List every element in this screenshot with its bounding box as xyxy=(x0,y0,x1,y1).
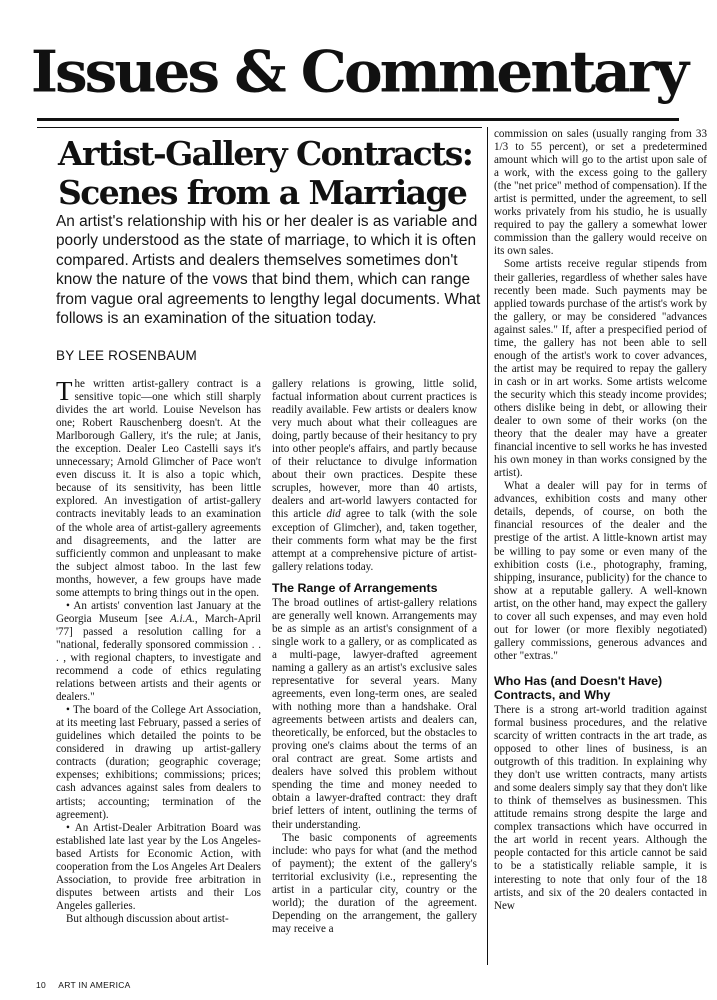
paragraph-text: gallery relations is growing, little solid, factual information about current practices is readily available. Few artists or dealers know very much about what their colleagues are doing, partly because of their hesitancy to pry into other people's affairs, and partly because of their reluctance to divulge information about their own practices. Despite these scruples, however, more than 40 artists, dealers and art-world lawyers contacted for this article xyxy=(272,378,477,521)
section-masthead: Issues & Commentary xyxy=(30,38,687,106)
page-number: 10 xyxy=(36,980,47,990)
paragraph: The broad outlines of artist-gallery relations are generally well known. Arrangements may be as simple as an artist's consignment of a single work to a gallery, or as complicated as a multi-page, lawyer-drafted agreement naming a gallery as an artist's exclusive sales representative for several years. Many agreements, even long-term ones, are sealed with nothing more than a handshake. Oral agreements between artists and dealers can, theoretically, be enforced, but the obstacles to proving one's claims about the terms of an oral contract are great. Some artists and dealers have solved this problem without spending the time and money needed to obtain a lawyer-drafted contract: they draft brief letters of intent, outlining the terms of their understanding. xyxy=(272,596,477,831)
subhead: The Range of Arrangements xyxy=(272,580,438,595)
headline-line-2: Scenes from a Marriage xyxy=(58,173,467,212)
article-deck: An artist's relationship with his or her dealer is as variable and poorly understood as the state of marriage, to which it is often compared. Artists and dealers themselves sometimes don't know the nature of the vows that bind them, which can range from vague oral agreements to lengthy legal documents. What follows is an examination of the situation today. xyxy=(56,213,481,328)
paragraph-text: , March-April '77] passed a resolution calling for a "national, federally sponsored commission . . . , with regional chapters, to investigate and recommend a code of ethics regulating relations between artists and their agents or dealers." xyxy=(56,612,261,704)
column-divider xyxy=(487,127,488,965)
byline: BY LEE ROSENBAUM xyxy=(56,348,197,363)
paragraph: commission on sales (usually ranging from 33 1/3 to 55 percent), or set a predetermined amount which will go to the artist upon sale of a work, with the excess going to the gallery (the "net price" method of compensation). If the artist is permitted, under the agreement, to sell works privately from his studio, he is usually required to pay the gallery a somewhat lower commission than the gallery would receive on its own sales. xyxy=(494,128,707,258)
paragraph xyxy=(56,378,261,600)
headline-line-1: Artist-Gallery Contracts: xyxy=(58,134,473,173)
paragraph: • An Artist-Dealer Arbitration Board was established late last year by the Los Angeles-based Artists for Economic Action, with cooperation from the Los Angeles Art Dealers Association, to provide free arbitration in disputes between artists and their Los Angeles galleries. xyxy=(56,821,261,912)
paragraph-text: • An artists' convention last January at the Georgia Museum [see xyxy=(56,599,261,625)
body-column-1 xyxy=(56,378,261,926)
paragraph-text: agree to talk (with the sole exception of Glimcher), and, taken together, their comments form what may be the first attempt at a comprehensive picture of artist-gallery relations today. xyxy=(272,508,477,573)
article-headline xyxy=(58,134,478,212)
magazine-name: ART IN AMERICA xyxy=(58,980,131,990)
body-column-2 xyxy=(272,378,477,936)
paragraph: There is a strong art-world tradition against formal business procedures, and the relative scarcity of written contracts in the art trade, as opposed to other lines of business, is an outgrowth of this tradition. In explaining why they don't use written contracts, many artists and some dealers simply say that they don't like to think of themselves as businessmen. This attitude remains strong despite the large and complex transactions which have occurred in the art world in recent years. Although the people contacted for this article cannot be said to be a statistically reliable sample, it is interesting to note that only four of the 18 artists, and six of the 20 dealers contacted in New xyxy=(494,703,707,912)
paragraph: The basic components of agreements include: who pays for what (and the method of payment); the extent of the gallery's territorial exclusivity (i.e., representing the artist in a particular city, country or the world); the duration of the agreement. Depending on the arrangement, the gallery may receive a xyxy=(272,831,477,935)
drop-cap: T xyxy=(56,376,73,406)
masthead-rule xyxy=(37,118,679,121)
paragraph: • The board of the College Art Association, at its meeting last February, passed a series of guidelines which detailed the points to be considered in drawing up artist-gallery contracts (duration; geographic coverage; expenses; exhibitions; commissions; prices; cash advances against sales from dealers to artists; accounting; termination of the agreement). xyxy=(56,704,261,821)
subhead: Who Has (and Doesn't Have) Contracts, and Why xyxy=(494,673,663,702)
body-column-3 xyxy=(494,128,707,913)
headline-rule xyxy=(37,127,482,128)
paragraph-text: he written artist-gallery contract is a sensitive topic—one which still sharply divides the art world. Louise Nevelson has one; Robert Rauschenberg doesn't. At the Marlborough Gallery, it's the rule; at Janis, the exception. Dealer Leo Castelli says it's unnecessary; Arnold Glimcher of Pace won't even discuss it. It is also a topic which, because of its sensitivity, has been little explored. An investigation of artist-gallery contracts inevitably leads to an examination of the whole area of artist-gallery agreements and disagreements, and the latter are sufficiently common and unpleasant to make the subject almost taboo. In the last few months, however, a few groups have made some attempts to bring things out in the open. xyxy=(56,378,261,599)
magazine-abbrev: A.i.A. xyxy=(169,612,195,625)
paragraph xyxy=(272,378,477,574)
paragraph: But although discussion about artist- xyxy=(66,912,229,925)
paragraph: What a dealer will pay for in terms of advances, exhibition costs and many other details, depends, of course, on both the financial resources of the dealer and the prestige of the artist. A little-known artist may be willing to pay some or even many of the exhibition costs (i.e., photography, framing, shipping, insurance, publicity) for the chance to show at a reputable gallery. A well-known artist, on the other hand, may expect the gallery to cover all such expenses, and may even hold out for lower (or more flexibly negotiated) gallery commissions, generous advances and other "extras." xyxy=(494,480,707,662)
emphasis: did xyxy=(326,508,341,521)
paragraph: Some artists receive regular stipends from their galleries, regardless of whether sales have recently been made. Such payments may be applied towards purchase of the artist's work by the gallery, or may be considered "advances against sales." If, after a prespecified period of time, the gallery has not been able to sell enough of the artist's work to cover advances, the artist may be required to repay the gallery in cash or in art works. Some artists welcome the security which this steady income provides; others dislike being in debt, or allowing their dealer to own some of their works (on the theory that the dealer may have a greater financial incentive to sell works he has invested his own money in than works consigned by the artist). xyxy=(494,258,707,480)
paragraph xyxy=(56,600,261,704)
page-footer xyxy=(36,980,141,990)
